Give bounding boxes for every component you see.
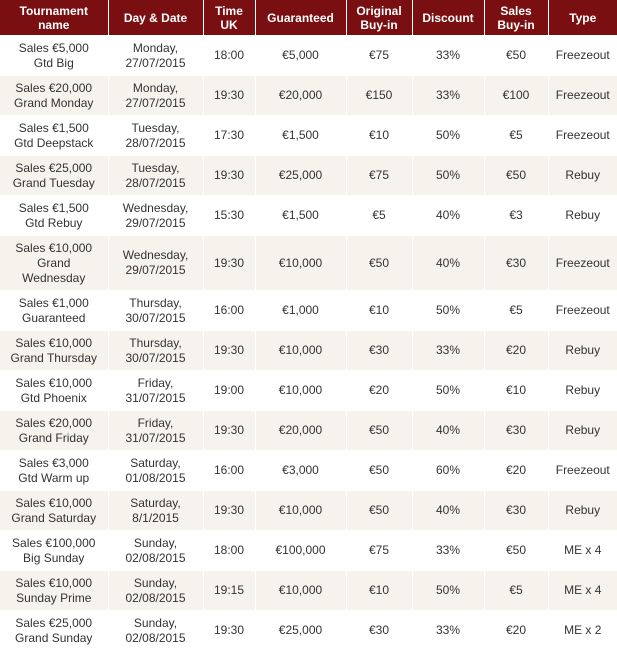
type-cell: Rebuy (548, 156, 617, 196)
tournament-name-cell: Sales €25,000 Grand Tuesday (0, 156, 108, 196)
sales-buy-in-cell: €30 (484, 236, 548, 291)
header-type: Type (548, 0, 617, 36)
sales-buy-in-cell: €50 (484, 156, 548, 196)
sales-buy-in-cell: €100 (484, 76, 548, 116)
day-date-cell: Thursday, 30/07/2015 (108, 291, 203, 331)
guaranteed-cell: €3,000 (255, 451, 346, 491)
tournament-name-cell: Sales €1,500 Gtd Rebuy (0, 196, 108, 236)
table-row (0, 411, 617, 451)
guaranteed-cell: €10,000 (255, 371, 346, 411)
original-buy-in-cell: €20 (346, 371, 412, 411)
time-cell: 16:00 (203, 451, 255, 491)
header-sales-buy-in: Sales Buy-in (484, 0, 548, 36)
type-cell: Rebuy (548, 491, 617, 531)
time-cell: 19:30 (203, 76, 255, 116)
discount-cell: 50% (412, 116, 484, 156)
day-date-cell: Tuesday, 28/07/2015 (108, 156, 203, 196)
table-row (0, 491, 617, 531)
day-date-cell: Wednesday, 29/07/2015 (108, 236, 203, 291)
table-row (0, 76, 617, 116)
table-row (0, 451, 617, 491)
day-date-cell: Tuesday, 28/07/2015 (108, 116, 203, 156)
sales-buy-in-cell: €5 (484, 291, 548, 331)
time-cell: 17:30 (203, 116, 255, 156)
table-row (0, 116, 617, 156)
guaranteed-cell: €5,000 (255, 36, 346, 76)
time-cell: 19:30 (203, 236, 255, 291)
discount-cell: 50% (412, 571, 484, 611)
sales-buy-in-cell: €50 (484, 36, 548, 76)
tournament-name-cell: Sales €5,000 Gtd Big (0, 36, 108, 76)
day-date-cell: Friday, 31/07/2015 (108, 371, 203, 411)
guaranteed-cell: €20,000 (255, 411, 346, 451)
day-date-cell: Sunday, 02/08/2015 (108, 531, 203, 571)
original-buy-in-cell: €10 (346, 291, 412, 331)
guaranteed-cell: €10,000 (255, 571, 346, 611)
table-row (0, 36, 617, 76)
type-cell: Freezeout (548, 236, 617, 291)
tournament-name-cell: Sales €10,000 Grand Saturday (0, 491, 108, 531)
type-cell: Freezeout (548, 291, 617, 331)
day-date-cell: Sunday, 02/08/2015 (108, 571, 203, 611)
discount-cell: 40% (412, 196, 484, 236)
tournament-name-cell: Sales €10,000 Gtd Phoenix (0, 371, 108, 411)
guaranteed-cell: €1,500 (255, 116, 346, 156)
discount-cell: 33% (412, 331, 484, 371)
guaranteed-cell: €20,000 (255, 76, 346, 116)
table-row (0, 236, 617, 291)
sales-buy-in-cell: €20 (484, 331, 548, 371)
type-cell: Freezeout (548, 116, 617, 156)
time-cell: 19:30 (203, 331, 255, 371)
table-body (0, 36, 617, 651)
guaranteed-cell: €10,000 (255, 236, 346, 291)
table-row (0, 571, 617, 611)
type-cell: ME x 4 (548, 531, 617, 571)
discount-cell: 50% (412, 371, 484, 411)
table-header-row (0, 0, 617, 36)
original-buy-in-cell: €50 (346, 411, 412, 451)
original-buy-in-cell: €75 (346, 36, 412, 76)
discount-cell: 50% (412, 156, 484, 196)
sales-buy-in-cell: €30 (484, 491, 548, 531)
table-row (0, 156, 617, 196)
tournament-name-cell: Sales €1,000 Guaranteed (0, 291, 108, 331)
time-cell: 18:00 (203, 531, 255, 571)
original-buy-in-cell: €50 (346, 236, 412, 291)
time-cell: 19:30 (203, 491, 255, 531)
type-cell: ME x 4 (548, 571, 617, 611)
original-buy-in-cell: €10 (346, 571, 412, 611)
header-guaranteed: Guaranteed (255, 0, 346, 36)
discount-cell: 33% (412, 36, 484, 76)
tournament-name-cell: Sales €10,000 Grand Wednesday (0, 236, 108, 291)
time-cell: 16:00 (203, 291, 255, 331)
guaranteed-cell: €25,000 (255, 156, 346, 196)
discount-cell: 40% (412, 491, 484, 531)
tournament-name-cell: Sales €100,000 Big Sunday (0, 531, 108, 571)
discount-cell: 33% (412, 76, 484, 116)
day-date-cell: Monday, 27/07/2015 (108, 76, 203, 116)
original-buy-in-cell: €30 (346, 611, 412, 651)
type-cell: Rebuy (548, 196, 617, 236)
original-buy-in-cell: €75 (346, 531, 412, 571)
type-cell: Rebuy (548, 411, 617, 451)
header-original-buy-in: Original Buy-in (346, 0, 412, 36)
guaranteed-cell: €1,500 (255, 196, 346, 236)
time-cell: 18:00 (203, 36, 255, 76)
table-row (0, 196, 617, 236)
sales-buy-in-cell: €20 (484, 611, 548, 651)
tournament-name-cell: Sales €3,000 Gtd Warm up (0, 451, 108, 491)
tournament-name-cell: Sales €10,000 Grand Thursday (0, 331, 108, 371)
sales-buy-in-cell: €5 (484, 116, 548, 156)
discount-cell: 40% (412, 236, 484, 291)
guaranteed-cell: €10,000 (255, 331, 346, 371)
sales-buy-in-cell: €30 (484, 411, 548, 451)
discount-cell: 40% (412, 411, 484, 451)
guaranteed-cell: €1,000 (255, 291, 346, 331)
header-time-uk: Time UK (203, 0, 255, 36)
header-day-date: Day & Date (108, 0, 203, 36)
type-cell: Rebuy (548, 331, 617, 371)
type-cell: Rebuy (548, 371, 617, 411)
type-cell: ME x 2 (548, 611, 617, 651)
time-cell: 19:30 (203, 411, 255, 451)
tournament-name-cell: Sales €25,000 Grand Sunday (0, 611, 108, 651)
original-buy-in-cell: €10 (346, 116, 412, 156)
discount-cell: 33% (412, 611, 484, 651)
header-tournament-name: Tournament name (0, 0, 108, 36)
original-buy-in-cell: €50 (346, 451, 412, 491)
sales-buy-in-cell: €10 (484, 371, 548, 411)
table-row (0, 371, 617, 411)
sales-buy-in-cell: €20 (484, 451, 548, 491)
guaranteed-cell: €100,000 (255, 531, 346, 571)
tournament-name-cell: Sales €10,000 Sunday Prime (0, 571, 108, 611)
day-date-cell: Saturday, 8/1/2015 (108, 491, 203, 531)
type-cell: Freezeout (548, 451, 617, 491)
header-discount: Discount (412, 0, 484, 36)
day-date-cell: Monday, 27/07/2015 (108, 36, 203, 76)
guaranteed-cell: €25,000 (255, 611, 346, 651)
time-cell: 19:15 (203, 571, 255, 611)
table-row (0, 531, 617, 571)
original-buy-in-cell: €75 (346, 156, 412, 196)
table-row (0, 291, 617, 331)
day-date-cell: Saturday, 01/08/2015 (108, 451, 203, 491)
day-date-cell: Sunday, 02/08/2015 (108, 611, 203, 651)
day-date-cell: Friday, 31/07/2015 (108, 411, 203, 451)
original-buy-in-cell: €30 (346, 331, 412, 371)
discount-cell: 50% (412, 291, 484, 331)
table-row (0, 331, 617, 371)
tournament-name-cell: Sales €20,000 Grand Friday (0, 411, 108, 451)
original-buy-in-cell: €50 (346, 491, 412, 531)
sales-buy-in-cell: €5 (484, 571, 548, 611)
original-buy-in-cell: €150 (346, 76, 412, 116)
guaranteed-cell: €10,000 (255, 491, 346, 531)
day-date-cell: Wednesday, 29/07/2015 (108, 196, 203, 236)
tournament-name-cell: Sales €20,000 Grand Monday (0, 76, 108, 116)
time-cell: 19:30 (203, 156, 255, 196)
time-cell: 19:30 (203, 611, 255, 651)
type-cell: Freezeout (548, 76, 617, 116)
time-cell: 19:00 (203, 371, 255, 411)
sales-buy-in-cell: €50 (484, 531, 548, 571)
type-cell: Freezeout (548, 36, 617, 76)
time-cell: 15:30 (203, 196, 255, 236)
discount-cell: 33% (412, 531, 484, 571)
discount-cell: 60% (412, 451, 484, 491)
original-buy-in-cell: €5 (346, 196, 412, 236)
day-date-cell: Thursday, 30/07/2015 (108, 331, 203, 371)
sales-buy-in-cell: €3 (484, 196, 548, 236)
tournament-name-cell: Sales €1,500 Gtd Deepstack (0, 116, 108, 156)
